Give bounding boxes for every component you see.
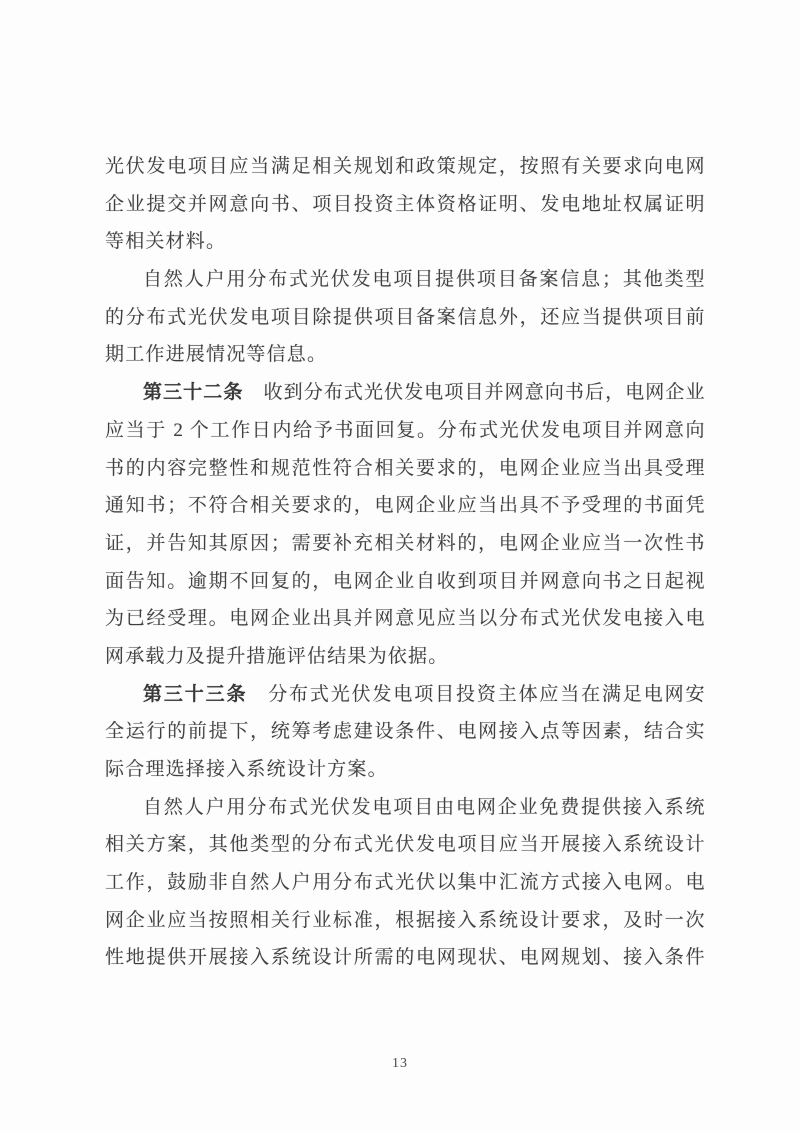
text-line: 期工作进展情况等信息。 [105, 344, 328, 366]
text-line: 性地提供开展接入系统设计所需的电网现状、电网规划、接入条件 [105, 947, 705, 969]
article-number: 第三十三条 [143, 683, 248, 705]
text-line: 通知书；不符合相关要求的，电网企业应当出具不予受理的书面凭 [105, 495, 705, 517]
text-line: 应当于 2 个工作日内给予书面回复。分布式光伏发电项目并网意向 [105, 419, 705, 441]
text-line: 工作，鼓励非自然人户用分布式光伏以集中汇流方式接入电网。电 [105, 872, 705, 894]
text-line: 证，并告知其原因；需要补充相关材料的，电网企业应当一次性书 [105, 532, 705, 554]
text-line: 网承载力及提升措施评估结果为依据。 [105, 645, 449, 667]
text-line: 自然人户用分布式光伏发电项目由电网企业免费提供接入系统 [143, 796, 705, 818]
text-line: 面告知。逾期不回复的，电网企业自收到项目并网意向书之日起视 [105, 570, 705, 592]
text-line: 自然人户用分布式光伏发电项目提供项目备案信息；其他类型 [143, 269, 705, 291]
text-line: 际合理选择接入系统设计方案。 [105, 759, 388, 780]
text-line: 企业提交并网意向书、项目投资主体资格证明、发电地址权属证明 [105, 193, 705, 215]
text-line: 第三十二条 收到分布式光伏发电项目并网意向书后，电网企业 [143, 382, 705, 404]
document-body [105, 148, 705, 977]
text-line: 等相关材料。 [105, 231, 227, 253]
text-line: 光伏发电项目应当满足相关规划和政策规定，按照有关要求向电网 [105, 156, 705, 177]
page-number: 13 [392, 1056, 408, 1071]
text-line: 书的内容完整性和规范性符合相关要求的，电网企业应当出具受理 [105, 457, 705, 479]
text-line: 相关方案，其他类型的分布式光伏发电项目应当开展接入系统设计 [105, 834, 705, 856]
article-number: 第三十二条 [143, 382, 244, 404]
text-line: 第三十三条 分布式光伏发电项目投资主体应当在满足电网安 [143, 683, 705, 705]
text-line: 全运行的前提下，统筹考虑建设条件、电网接入点等因素，结合实 [105, 721, 705, 743]
text-line: 的分布式光伏发电项目除提供项目备案信息外，还应当提供项目前 [105, 306, 705, 328]
text-line: 网企业应当按照相关行业标准，根据接入系统设计要求，及时一次 [105, 909, 705, 931]
text-line: 为已经受理。电网企业出具并网意见应当以分布式光伏发电接入电 [105, 608, 705, 630]
